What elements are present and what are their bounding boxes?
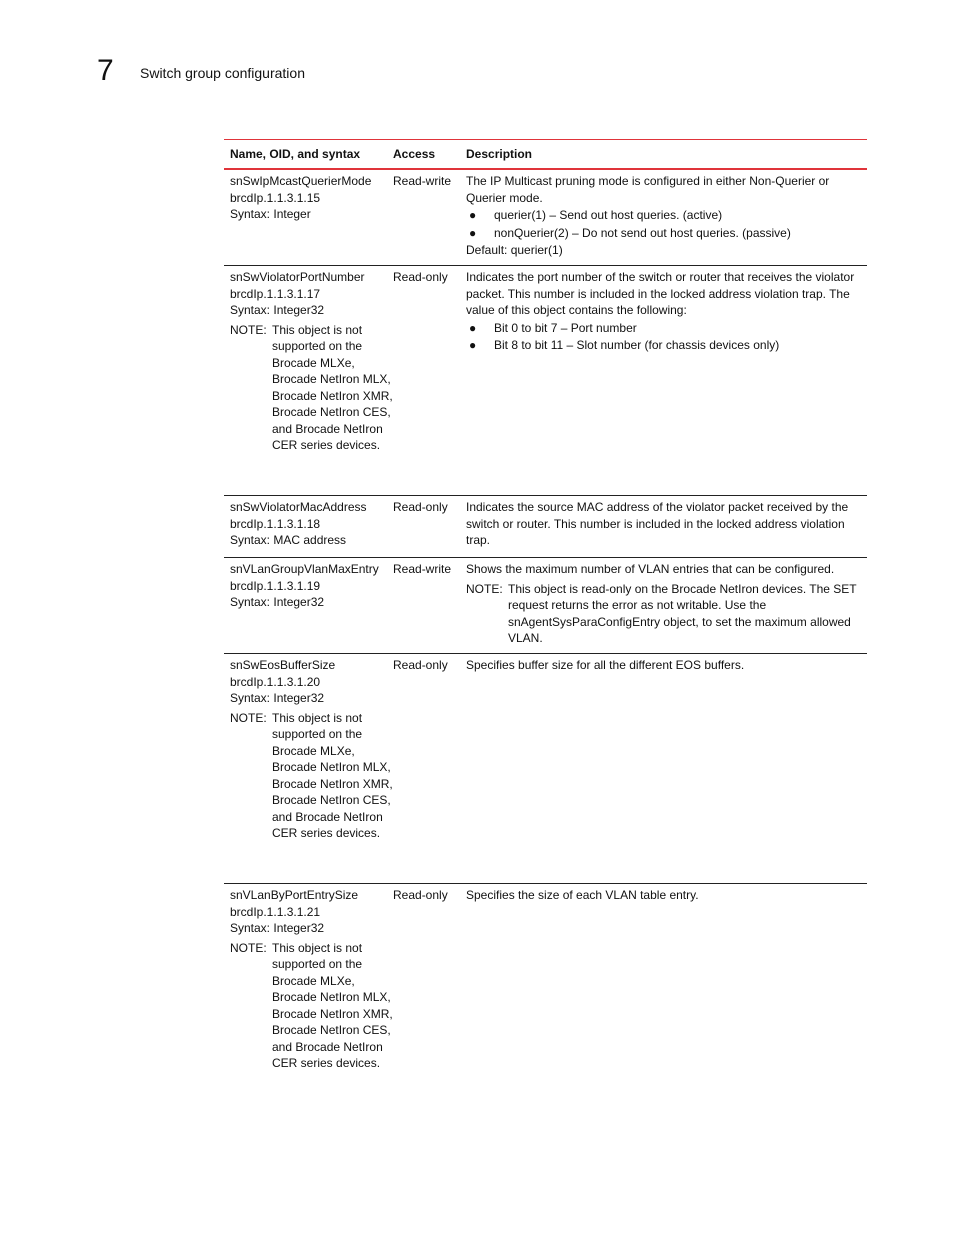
table-row (224, 496, 867, 558)
note (466, 581, 867, 647)
list-item: ● nonQuerier(2) – Do not send out host queries. (passive) (466, 225, 867, 242)
column-header-access: Access (393, 146, 436, 161)
note (230, 322, 393, 454)
object-name: snSwViolatorPortNumber (230, 270, 365, 284)
description-cell (466, 558, 867, 653)
chapter-title: Switch group configuration (140, 65, 305, 81)
name-cell (224, 496, 393, 557)
object-syntax: Syntax: MAC address (230, 533, 347, 547)
table-row (224, 266, 867, 496)
note-label: NOTE: (466, 581, 503, 596)
note-text: This object is not supported on the Brocade MLXe, Brocade NetIron MLX, Brocade NetIron XMR, Brocade NetIron CES, and Brocade NetIron CER series devices. (272, 322, 393, 452)
object-syntax: Syntax: Integer32 (230, 691, 325, 705)
object-oid: brcdIp.1.1.3.1.15 (230, 190, 321, 205)
bullet-icon: ● (469, 208, 477, 222)
column-header-description: Description (466, 146, 533, 161)
description-cell (466, 170, 867, 265)
object-oid: brcdIp.1.1.3.1.17 (230, 286, 321, 301)
column-header-name: Name, OID, and syntax (230, 146, 361, 161)
name-cell (224, 558, 393, 653)
table-row (224, 558, 867, 654)
bullet-icon: ● (469, 338, 477, 352)
note-text: This object is read-only on the Brocade NetIron devices. The SET request returns the error as not writable. Use the snAgentSysParaConfigEntry object, to set the maximum allowed VLAN. (508, 581, 857, 645)
object-name: snVLanGroupVlanMaxEntry (230, 562, 379, 576)
note (230, 710, 393, 842)
description-text: Specifies buffer size for all the different EOS buffers. (466, 658, 745, 672)
note-text: This object is not supported on the Brocade MLXe, Brocade NetIron MLX, Brocade NetIron XMR, Brocade NetIron CES, and Brocade NetIron CER series devices. (272, 710, 393, 840)
table-row (224, 170, 867, 266)
table-row (224, 654, 867, 884)
access-cell: Read-only (393, 270, 448, 284)
name-cell (224, 266, 393, 495)
note-text: This object is not supported on the Brocade MLXe, Brocade NetIron MLX, Brocade NetIron XMR, Brocade NetIron CES, and Brocade NetIron CER series devices. (272, 940, 393, 1070)
access-cell: Read-only (393, 500, 448, 514)
mib-object-table (224, 139, 867, 1110)
bullet-icon: ● (469, 320, 477, 335)
access-cell: Read-only (393, 658, 448, 672)
object-syntax: Syntax: Integer32 (230, 595, 325, 609)
list-item: ● Bit 8 to bit 11 – Slot number (for chassis devices only) (466, 337, 867, 354)
chapter-number: 7 (97, 54, 114, 87)
object-name: snSwEosBufferSize (230, 658, 336, 672)
access-cell: Read-only (393, 888, 448, 902)
list-item: ● Bit 0 to bit 7 – Port number (466, 320, 867, 337)
name-cell (224, 654, 393, 883)
object-name: snSwViolatorMacAddress (230, 500, 367, 514)
object-syntax: Syntax: Integer (230, 207, 311, 221)
note (230, 940, 393, 1072)
name-cell (224, 170, 393, 265)
object-syntax: Syntax: Integer32 (230, 921, 325, 935)
description-text: Indicates the port number of the switch or router that receives the violator packet. This number is included in the locked address violation trap. The value of this object contains the following: (466, 270, 855, 317)
description-cell (466, 884, 867, 1110)
access-cell: Read-write (393, 174, 452, 188)
object-name: snVLanByPortEntrySize (230, 888, 359, 902)
description-default: Default: querier(1) (466, 243, 563, 257)
description-cell (466, 654, 867, 883)
note-label: NOTE: (230, 322, 267, 337)
object-oid: brcdIp.1.1.3.1.19 (230, 578, 321, 593)
access-cell: Read-write (393, 562, 452, 576)
object-oid: brcdIp.1.1.3.1.21 (230, 904, 321, 919)
name-cell (224, 884, 393, 1110)
description-text: The IP Multicast pruning mode is configured in either Non-Querier or Querier mode. (466, 174, 830, 205)
bullet-icon: ● (469, 225, 477, 240)
object-syntax: Syntax: Integer32 (230, 303, 325, 317)
list-item: ● querier(1) – Send out host queries. (active) (466, 207, 867, 224)
description-cell (466, 266, 867, 495)
description-text: Shows the maximum number of VLAN entries that can be configured. (466, 562, 835, 576)
note-label: NOTE: (230, 940, 267, 955)
object-oid: brcdIp.1.1.3.1.18 (230, 516, 321, 531)
description-text: Specifies the size of each VLAN table entry. (466, 888, 699, 902)
table-row (224, 884, 867, 1110)
note-label: NOTE: (230, 710, 267, 725)
description-text: Indicates the source MAC address of the violator packet received by the switch or router. This number is included in the locked address violation trap. (466, 500, 849, 547)
object-name: snSwIpMcastQuerierMode (230, 174, 372, 188)
description-cell (466, 496, 867, 557)
table-header (224, 139, 867, 170)
object-oid: brcdIp.1.1.3.1.20 (230, 674, 321, 689)
